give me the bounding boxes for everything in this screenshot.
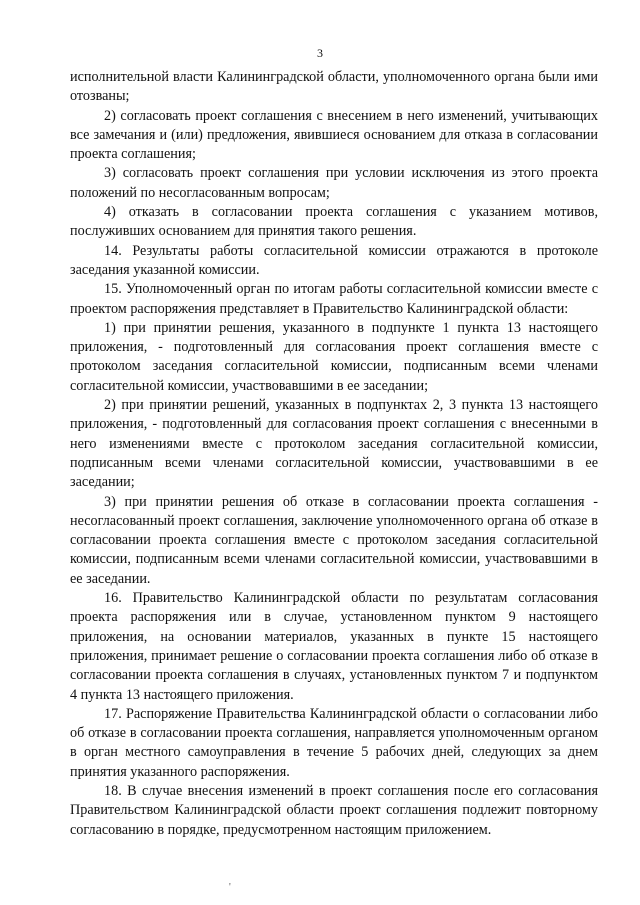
paragraph-clause-15: 15. Уполномоченный орган по итогам работы согласительной комиссии вместе с проектом распоряжения представляет в Правительство Калининградской области: — [70, 281, 598, 317]
paragraph-item-2: 2) согласовать проект соглашения с внесением в него изменений, учитывающих все замечания и (или) предложения, явившиеся основанием для отказа в согласовании проекта соглашения; — [70, 107, 598, 163]
stray-mark: ' — [229, 882, 231, 893]
page-number: 3 — [317, 46, 323, 60]
paragraph-clause-18: 18. В случае внесения изменений в проект соглашения после его согласования Правительством Калининградской области проект соглашения подлежит повторному согласованию в порядке, предусмотренном настоящим приложением. — [70, 782, 598, 838]
paragraph-clause-15-item-2: 2) при принятии решений, указанных в подпунктах 2, 3 пункта 13 настоящего приложения, - подготовленный для согласования проект соглашения с внесенными в него изменениями вместе с протоколом заседания согласительной комиссии, подписанным всеми членами согласительной комиссии, участвовавшими в ее заседании; — [70, 397, 598, 491]
paragraph-clause-15-item-3: 3) при принятии решения об отказе в согласовании проекта соглашения - несогласованный проект соглашения, заключение уполномоченного органа об отказе в согласовании проекта соглашения вместе с протоколом заседания согласительной комиссии, подписанным всеми членами согласительной комиссии, участвовавшими в ее заседании. — [70, 493, 598, 587]
paragraph-clause-17: 17. Распоряжение Правительства Калининградской области о согласовании либо об отказе в согласовании проекта соглашения, направляется уполномоченным органом в орган местного самоуправления в течение 5 рабочих дней, следующих за днем принятия указанного распоряжения. — [70, 705, 598, 780]
paragraph-clause-16: 16. Правительство Калининградской области по результатам согласования проекта распоряжения или в случае, установленном пунктом 9 настоящего приложения, на основании материалов, указанных в пункте 15 настоящего приложения, принимает решение о согласовании проекта соглашения либо об отказе в согласовании проекта соглашения в случаях, установленных пунктом 7 и подпунктом 4 пункта 13 настоящего приложения. — [70, 590, 598, 703]
paragraph-item-4: 4) отказать в согласовании проекта соглашения с указанием мотивов, послуживших основанием для принятия такого решения. — [70, 204, 598, 240]
paragraph-clause-14: 14. Результаты работы согласительной комиссии отражаются в протоколе заседания указанной комиссии. — [70, 242, 598, 278]
document-body — [70, 68, 598, 840]
paragraph-item-3: 3) согласовать проект соглашения при условии исключения из этого проекта положений по несогласованным вопросам; — [70, 165, 598, 201]
paragraph-clause-15-item-1: 1) при принятии решения, указанного в подпункте 1 пункта 13 настоящего приложения, - подготовленный для согласования проект соглашения вместе с протоколом заседания согласительной комиссии, подписанным всеми членами согласительной комиссии, участвовавшими в ее заседании; — [70, 319, 598, 394]
paragraph-continuation: исполнительной власти Калининградской области, уполномоченного органа были ими отозваны; — [70, 69, 598, 105]
